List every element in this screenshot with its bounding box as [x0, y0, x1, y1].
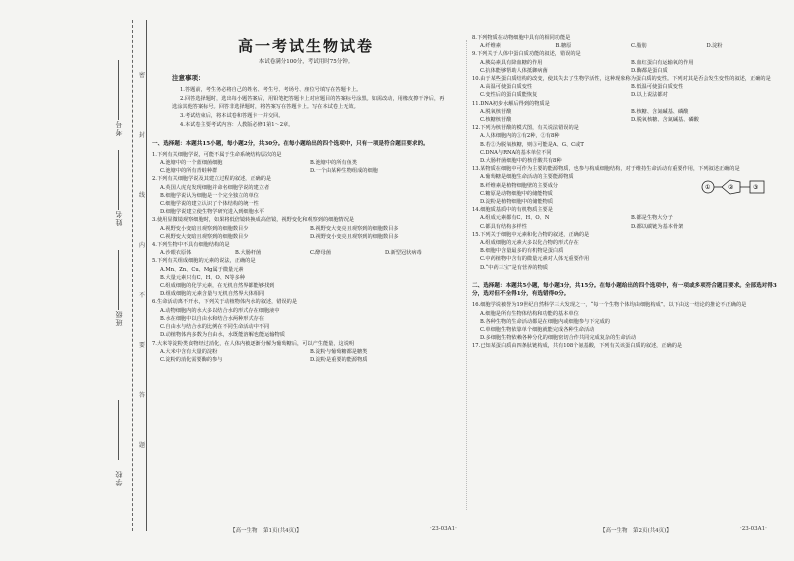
seal-char: 答 [139, 392, 146, 399]
answer-option: A.组成细胞的元素大多以化合物的形式存在 [480, 240, 579, 247]
option-row [472, 42, 782, 50]
question-stem: 11.DNA初步水解后得到的物质是 [472, 100, 550, 107]
cut-line [132, 20, 133, 531]
question-stem: 13.某物质在细胞中可作为主要的能源物质，也参与构成细胞结构，对于维持生命活动有重要作用，下列叙述正确的是 [472, 166, 740, 173]
question-stem: 17.已知某蛋白质由四条肽链构成，共有108个氨基酸，下列有关该蛋白质的叙述，正确的是 [472, 343, 683, 350]
answer-option: D.淀粉是重要的能源物质 [310, 356, 368, 363]
label-school: 学校 [115, 470, 123, 486]
page-2-footer [600, 526, 767, 534]
binding-margin [0, 0, 150, 561]
question-stem: 12.下列为核苷酸的模式图，有关说法错误的是 [472, 125, 579, 132]
question-stem: 14.细胞质基质中的有机物质主要是 [472, 207, 553, 214]
seal-char: 封 [139, 132, 146, 139]
exam-meta: 本试卷满分100分，考试用时75分钟。 [258, 59, 354, 66]
answer-option: B.各种生物的生命活动都是在细胞内或细胞参与下完成的 [480, 318, 610, 325]
option-row [472, 91, 782, 99]
answer-option: B.大量元素只有C、H、O、N等多种 [160, 274, 245, 281]
answer-option: D.组成细胞的元素含量与无机自然界大体相同 [160, 291, 265, 298]
answer-option: B.都是生物大分子 [631, 215, 673, 222]
answer-option: B.池塘中的所有鱼类 [310, 160, 357, 167]
nucleotide-diagram [700, 176, 770, 198]
question-stem: 15.下列关于细胞中元素和化合物的叙述，正确的是 [472, 231, 590, 238]
footer-text: 【高一生物 第1页(共4页)】 [230, 528, 302, 534]
answer-option: D.淀粉是植物细胞中的储能物质 [480, 199, 554, 206]
label-exam-number: 考号 [115, 120, 123, 136]
answer-option: A.组成元素都有C、H、O、N [480, 215, 550, 222]
question-stem: 6.生命活动离不开水，下列关于动植物体内水的叙述，错误的是 [152, 299, 298, 306]
question-stem: 5.下列有关组成细胞的元素的说法，正确的是 [152, 258, 256, 265]
answer-option: C.酵母菌 [310, 250, 331, 257]
answer-option: A.纤维素 [480, 43, 501, 50]
answer-option: D.大肠杆菌细胞中的核苷酸共有8种 [480, 158, 562, 165]
school-field[interactable] [118, 400, 119, 460]
answer-option: B.视野变大变亮且观察到的细胞数目多 [310, 225, 399, 232]
question-stem: 16.细胞学说被誉为19世纪自然科学三大发现之一，“每一个生物个体均由细胞构成”。以下由这一结论的推论不正确的是 [472, 302, 747, 309]
footer-text: 【高一生物 第2页(共4页)】 [600, 528, 672, 534]
answer-option: B.低温可使蛋白质变性 [631, 84, 684, 91]
page-1 [152, 28, 460, 364]
answer-option: C.池塘中的所有青蛙种群 [160, 168, 218, 175]
answer-option: D.淀粉 [706, 43, 723, 50]
answer-option: B.血红蛋白有运输氧的作用 [631, 59, 694, 66]
diagram-label-2: ② [728, 184, 734, 191]
diagram-label-1: ① [705, 184, 711, 191]
answer-option: A.人体细胞内的①有2种，②有8种 [480, 133, 560, 140]
label-name: 姓名 [115, 210, 123, 226]
notice-item: 2.回答选择题时，选出每小题答案后，用铅笔把答题卡上对应题目的答案标号涂黑。如需改动，用橡皮擦干净后，再选涂其他答案标号。回答非选择题时，将答案写在答题卡上。写在本试卷上无效。 [172, 95, 445, 111]
answer-option: A.大米中含有大量的淀粉 [160, 348, 218, 355]
exam-number-field[interactable] [118, 60, 119, 120]
answer-option: A.沙眼衣原体 [160, 250, 192, 257]
answer-option: A.细胞是所有生物体结构和功能的基本单位 [480, 310, 579, 317]
answer-option: B.糖原 [555, 43, 572, 50]
question-stem: 4.下列生物中不具有细胞结构的是 [152, 242, 230, 249]
answer-option: C.变性后的蛋白质能恢复 [480, 92, 538, 99]
seal-char: 内 [139, 242, 146, 249]
answer-option: A.Mn、Zn、Cu、Mg属于微量元素 [160, 266, 244, 273]
answer-option: C.视野变大变暗且观察到的细胞数目少 [160, 233, 249, 240]
answer-option: A.动物细胞内的水大多以结合水的形式存在细胞液中 [160, 307, 280, 314]
answer-option: D.动植物体内多数为自由水，水既能溶解也能运输物质 [160, 332, 285, 339]
question-stem: 8.下列物质在动物细胞中具有的相同功能是 [472, 35, 571, 41]
notice-item: 3.考试结束后，将本试卷和答题卡一并交回。 [180, 113, 284, 120]
page-1-footer [230, 526, 457, 534]
answer-option: C.核糖核苷酸 [480, 117, 512, 124]
answer-option: C.自由水与结合水的比例在不同生命活动中不同 [160, 324, 270, 331]
footer-code: ·23-03A1· [740, 526, 767, 532]
answer-option: A.葡萄糖是细胞生命活动的主要能源物质 [480, 174, 574, 181]
question-list [152, 151, 460, 364]
answer-option: B.纤维素是植物细胞壁的主要成分 [480, 182, 559, 189]
notice-item: 4.本试卷主要考试内容：人教版必修1第1～2章。 [180, 122, 294, 129]
class-field[interactable] [118, 250, 119, 310]
answer-option: B.水在细胞中以自由水和结合水两种形式存在 [160, 315, 265, 322]
option-row [152, 356, 460, 364]
question-list [472, 301, 782, 350]
answer-option: D.“中药三宝”是有营养的物质 [480, 264, 548, 271]
answer-option: D.一个由某种生物组成的细胞 [310, 168, 378, 175]
page-divider [466, 40, 467, 510]
answer-option: D.细胞学说建立使生物学研究进入到细胞水平 [160, 209, 265, 216]
answer-option: A.视野变小变暗且观察到的细胞数目少 [160, 225, 249, 232]
option-row [472, 83, 782, 91]
question-stem: 3.使用显微镜观察细胞时，如果将低倍镜转换成高倍镜，视野变化和观察到的细胞情况是 [152, 217, 355, 224]
label-class: 班级 [115, 310, 123, 326]
answer-option: C.脂肪 [631, 43, 647, 50]
answer-option: C.单细胞生物依靠单个细胞就能完成各种生命活动 [480, 326, 595, 333]
answer-option: B.细胞中含量最多的有机物是蛋白质 [480, 248, 564, 255]
answer-option: D.以上说法都对 [631, 92, 668, 99]
question-list [472, 34, 782, 272]
footer-code: ·23-03A1· [430, 526, 457, 532]
answer-option: D.新型冠状病毒 [385, 250, 422, 257]
option-row [152, 249, 460, 257]
answer-option: D.脱氧核糖、含氮碱基、磷酸 [631, 117, 699, 124]
seal-char: 要 [139, 342, 146, 349]
answer-option: B.细胞学说认为细胞是一个完全独立的单位 [160, 192, 259, 199]
answer-option: B.淀粉与葡萄糖都是糖类 [310, 348, 368, 355]
answer-option: D.多细胞生物依赖各种分化的细胞密切合作共同完成复杂的生命活动 [480, 335, 637, 342]
answer-option: B.核糖、含氮碱基、磷酸 [631, 108, 689, 115]
answer-option: D.视野变小变亮且观察到的细胞数目多 [310, 233, 399, 240]
option-row [472, 116, 782, 124]
notice-list [152, 86, 460, 130]
section-heading: 二、选择题：本题共5小题，每小题3分，共15分。在每小题给出的四个选项中，有一项或多项符合题目要求。全部选对得3分，选对但不全得1分，有选错得0分。 [472, 282, 777, 298]
answer-option: C.DNA与RNA的基本单位不同 [480, 149, 552, 156]
answer-option: A.脱氧核苷酸 [480, 108, 512, 115]
option-row [472, 67, 782, 75]
answer-option: C.中药植物中含有的微量元素对人体无重要作用 [480, 256, 590, 263]
section-heading: 一、选择题：本题共15小题，每小题2分，共30分。在每小题给出的四个选项中，只有一项是符合题目要求的。 [152, 140, 429, 147]
answer-option: B.大肠杆菌 [235, 250, 262, 257]
seal-char: 不 [139, 292, 146, 299]
seal-char: 线 [139, 192, 146, 199]
question-stem: 1.下列有关细胞学说，可能不属于生命系统结构层次的是 [152, 151, 282, 158]
answer-option: C.抗体能够帮助人体抵御病菌 [480, 67, 548, 74]
answer-option: D.都以碳链为基本骨架 [631, 223, 684, 230]
answer-option: B.若②为脱氧核糖，则③可能是A、G、C或T [480, 141, 584, 148]
seal-line [146, 20, 147, 531]
option-row [152, 225, 460, 233]
notice-item: 1.答题前，考生务必将自己的姓名、考生号、考场号、座位号填写在答题卡上。 [180, 86, 362, 93]
answer-option: A.胰岛素具有降血糖的作用 [480, 59, 543, 66]
answer-option: D.酶都是蛋白质 [631, 67, 668, 74]
option-row [152, 159, 460, 167]
option-row [472, 108, 782, 116]
answer-option: C.细胞学说的建立认识了个体结构的统一性 [160, 201, 259, 208]
question-stem: 2.下列有关细胞学说及其建立过程的叙述，正确的是 [152, 176, 272, 183]
answer-option: C.都具有结构多样性 [480, 223, 527, 230]
option-row [472, 214, 782, 222]
option-row [152, 233, 460, 241]
question-stem: 10.由于某些蛋白质结构的改变，使其失去了生物学活性，这种现象称为蛋白质的变性。下列对其是否会发生变性的叙述，正确的是 [472, 76, 771, 83]
question-stem: 9.下列关于人体中蛋白质功能的叙述，错误的是 [472, 51, 581, 58]
diagram-label-3: ③ [753, 184, 759, 191]
option-row [472, 223, 782, 231]
option-row [472, 59, 782, 67]
answer-option: C.淀粉的消化需要酶的参与 [160, 356, 223, 363]
option-row [152, 167, 460, 175]
seal-char: 题 [139, 442, 146, 449]
name-field[interactable] [118, 150, 119, 210]
option-row [152, 348, 460, 356]
notice-heading: 注意事项： [172, 74, 205, 83]
question-stem: 7.大米等淀粉类食物经过消化，在人体内被逐渐分解为葡萄糖后，可以产生能量，这说明 [152, 340, 355, 347]
answer-option: A.英国人虎克发现细胞并命名细胞学说的建立者 [160, 184, 270, 191]
answer-option: A.池塘中的一个蓝细菌细胞 [160, 160, 223, 167]
page-title: 高一考试生物试卷 [237, 37, 374, 55]
seal-char: 密 [139, 72, 146, 79]
answer-option: C.组成细胞的化学元素，在无机自然界都能够找到 [160, 283, 275, 290]
answer-option: C.糖原是动物细胞中的储能物质 [480, 190, 553, 197]
answer-option: A.高温可使蛋白质变性 [480, 84, 533, 91]
